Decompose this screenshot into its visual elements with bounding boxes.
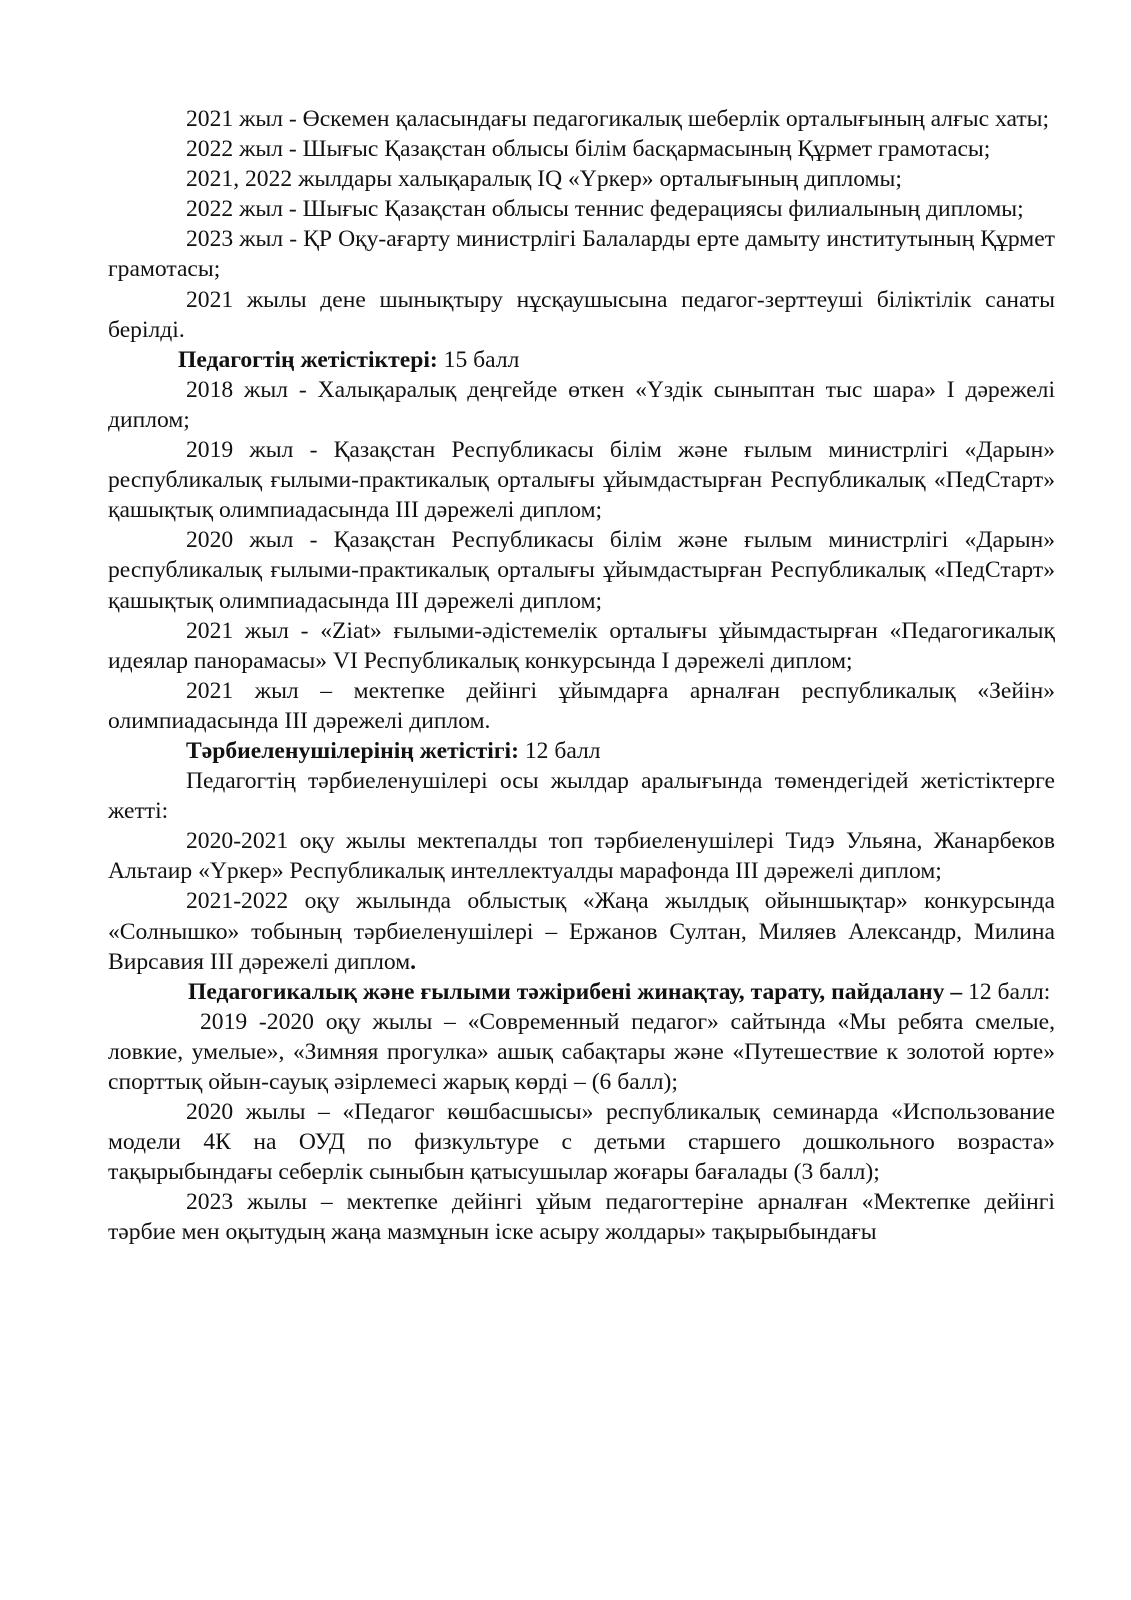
section-title: Педагогикалық және ғылыми тәжірибені жинақтау, тарату, пайдалану – xyxy=(188,978,963,1005)
award-2021-qualification: 2021 жылы дене шынықтыру нұсқаушысына педагог-зерттеуші біліктілік санаты берілді. xyxy=(108,286,1055,343)
pupils-achievement-text: 2021-2022 оқу жылында облыстық «Жаңа жылдық ойыншықтар» конкурсында «Солнышко» тобының тәрбиеленушілері – Ержанов Султан, Миляев Александр, Милина Вирсавия III дәрежелі диплом xyxy=(108,888,1055,975)
teacher-achievement-2018: 2018 жыл - Халықаралық деңгейде өткен «Үздік сыныптан тыс шара» I дәрежелі диплом; xyxy=(108,376,1055,433)
teacher-achievement-2021-ziat: 2021 жыл - «Ziat» ғылыми-әдістемелік орталығы ұйымдастырған «Педагогикалық идеялар панорамасы» VI Республикалық конкурсында I дәрежелі диплом; xyxy=(108,617,1055,674)
award-2022-certificate: 2022 жыл - Шығыс Қазақстан облысы білім басқармасының Құрмет грамотасы; xyxy=(186,136,991,163)
section-score: 15 балл xyxy=(437,346,520,373)
section-score: 12 балл: xyxy=(962,978,1051,1005)
section-title: Педагогтің жетістіктері: xyxy=(178,346,438,373)
award-2022-tennis-diploma: 2022 жыл - Шығыс Қазақстан облысы теннис федерациясы филиалының дипломы; xyxy=(186,196,1024,223)
bold-period: . xyxy=(410,948,417,975)
teacher-achievement-2019: 2019 жыл - Қазақстан Республикасы білім және ғылым министрлігі «Дарын» республикалық ғылыми-практикалық орталығы ұйымдастырған Республикалық «ПедСтарт» қашықтық олимпиадасында III дәрежелі диплом; xyxy=(108,437,1055,524)
pupils-achievement-2020-2021: 2020-2021 оқу жылы мектепалды топ тәрбиеленушілері Тидэ Ульяна, Жанарбеков Альтаир «Үркер» Республикалық интеллектуалды марафонда III дәрежелі диплом; xyxy=(108,828,1055,885)
teacher-achievement-2020: 2020 жыл - Қазақстан Республикасы білім және ғылым министрлігі «Дарын» республикалық ғылыми-практикалық орталығы ұйымдастырған Республикалық «ПедСтарт» қашықтық олимпиадасында III дәрежелі диплом; xyxy=(108,527,1055,614)
section-score: 12 балл xyxy=(518,737,601,764)
pupils-achievements-heading xyxy=(108,736,1055,766)
experience-2023: 2023 жылы – мектепке дейінгі ұйым педагогтеріне арналған «Мектепке дейінгі тәрбие мен оқытудың жаңа мазмұнын іске асыру жолдары» тақырыбындағы xyxy=(108,1189,1055,1246)
award-iq-urker-diploma: 2021, 2022 жылдары халықаралық IQ «Үркер» орталығының дипломы; xyxy=(186,166,902,193)
experience-heading xyxy=(108,977,1055,1007)
pupils-achievement-2021-2022 xyxy=(108,886,1055,976)
award-2021-gratitude: 2021 жыл - Өскемен қаласындағы педагогикалық шеберлік орталығының алғыс хаты; xyxy=(186,106,1050,132)
experience-2020: 2020 жылы – «Педагог көшбасшысы» республикалық семинарда «Использование модели 4К на ОУД по физкультуре с детьми старшего дошкольного возраста» тақырыбындағы себерлік сыныбын қатысушылар жоғары бағалады (3 балл); xyxy=(108,1099,1055,1186)
experience-2019-2020: 2019 -2020 оқу жылы – «Современный педагог» сайтында «Мы ребята смелые, ловкие, умелые», «Зимняя прогулка» ашық сабақтары және «Путешествие к золотой юрте» спорттық ойын-сауық әзірлемесі жарық көрді – (6 балл); xyxy=(108,1008,1055,1095)
teacher-achievements-heading xyxy=(108,345,1055,375)
section-title: Тәрбиеленушілерінің жетістігі: xyxy=(186,737,519,764)
pupils-intro: Педагогтің тәрбиеленушілері осы жылдар аралығында төмендегідей жетістіктерге жетті: xyxy=(108,768,1055,825)
teacher-achievement-2021-zeiin: 2021 жыл – мектепке дейінгі ұйымдарға арналған республикалық «Зейін» олимпиадасында III дәрежелі диплом. xyxy=(108,677,1055,734)
award-2023-certificate: 2023 жыл - ҚР Оқу-ағарту министрлігі Балаларды ерте дамыту институтының Құрмет грамотасы; xyxy=(108,226,1055,283)
